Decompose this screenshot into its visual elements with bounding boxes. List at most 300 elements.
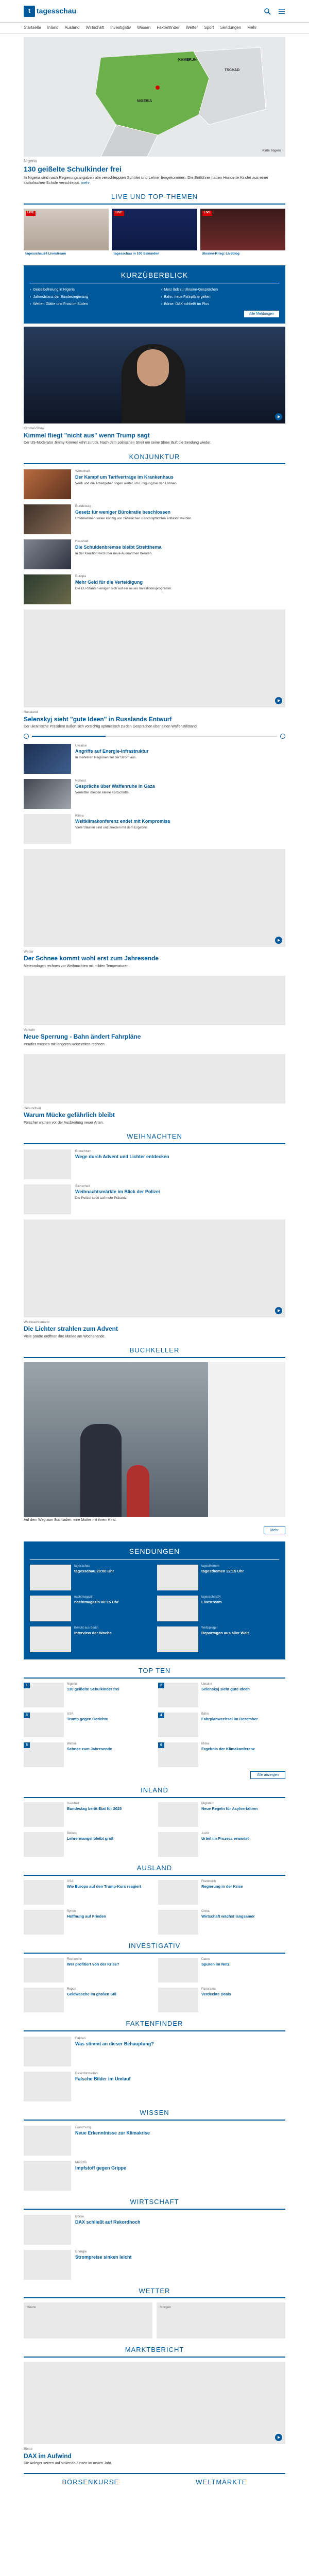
sendung-item[interactable] bbox=[30, 1626, 152, 1652]
sendungen-grid bbox=[30, 1565, 279, 1652]
article-topline: Forschung bbox=[75, 2125, 91, 2129]
article-headline[interactable]: Wie Europa auf den Trump-Kurs reagiert bbox=[67, 1884, 142, 1889]
topten-thumbnail bbox=[158, 1683, 198, 1707]
article-thumbnail bbox=[24, 2126, 71, 2156]
carousel-prev-button[interactable] bbox=[24, 734, 29, 739]
article-text: Die Polizei setzt auf mehr Präsenz. bbox=[75, 1196, 128, 1200]
article-thumbnail bbox=[24, 1832, 64, 1857]
article-thumbnail bbox=[24, 1184, 71, 1214]
section-title-live: LIVE UND TOP-THEMEN bbox=[111, 192, 198, 200]
article-topline: Weihnachtsmarkt bbox=[24, 1320, 50, 1324]
weather-label: Heute bbox=[27, 2306, 36, 2310]
topten-topline: USA bbox=[67, 1713, 74, 1716]
topten-headline[interactable]: Trump gegen Gerichte bbox=[67, 1716, 108, 1721]
weather-label: Morgen bbox=[160, 2306, 171, 2310]
article-thumbnail bbox=[24, 2072, 71, 2102]
section-title-marktbericht: MARKTBERICHT bbox=[125, 2346, 184, 2354]
article-thumbnail bbox=[24, 1802, 64, 1827]
nav-item[interactable]: Wissen bbox=[137, 25, 151, 30]
sendung-headline[interactable]: tagesschau 20:00 Uhr bbox=[74, 1569, 114, 1574]
section-title-ausland: AUSLAND bbox=[136, 1864, 173, 1872]
article-headline[interactable]: Der Kampf um Tarifverträge im Krankenhaus bbox=[75, 474, 174, 480]
weltmaerkte-link[interactable]: WELTMÄRKTE bbox=[196, 2478, 247, 2486]
article-thumbnail bbox=[24, 779, 71, 809]
hero-more-link[interactable]: mehr bbox=[81, 180, 90, 185]
kurzueberblick-list bbox=[30, 287, 279, 307]
sendungen-title: SENDUNGEN bbox=[30, 1547, 279, 1560]
feed-card[interactable] bbox=[24, 1054, 285, 1125]
article-topline: Wirtschaft bbox=[75, 469, 90, 473]
article-topline: Russland bbox=[24, 710, 38, 715]
section-rule bbox=[24, 1677, 285, 1679]
article-headline[interactable]: DAX im Aufwind bbox=[24, 2452, 72, 2460]
article-topline: Europa bbox=[75, 574, 86, 579]
sendung-headline[interactable]: Livestream bbox=[201, 1600, 222, 1605]
topten-topline: Wetter bbox=[67, 1742, 76, 1746]
sendung-headline[interactable]: nachtmagazin 00:15 Uhr bbox=[74, 1600, 119, 1605]
section-rule bbox=[24, 1797, 285, 1798]
article-thumbnail bbox=[24, 2161, 71, 2191]
section-rule bbox=[24, 2297, 285, 2298]
article-headline[interactable]: Angriffe auf Energie-Infrastruktur bbox=[75, 749, 149, 754]
feature-face-shape bbox=[137, 349, 169, 386]
play-icon[interactable] bbox=[275, 2434, 282, 2441]
map-label: TSCHAD bbox=[225, 69, 240, 72]
article-text: In mehreren Regionen fiel der Strom aus. bbox=[75, 755, 137, 759]
list-item[interactable] bbox=[24, 539, 285, 569]
inland-item[interactable] bbox=[24, 1802, 151, 1827]
section-rule bbox=[24, 2030, 285, 2031]
topten-headline[interactable]: Fahrplanwechsel im Dezember bbox=[201, 1716, 258, 1721]
ausland-item[interactable] bbox=[24, 1910, 151, 1935]
boersenkurse-link[interactable]: BÖRSENKURSE bbox=[62, 2478, 119, 2486]
article-topline: Panorama bbox=[201, 1987, 216, 1991]
article-topline: Nahost bbox=[75, 778, 86, 783]
list-item[interactable] bbox=[24, 814, 285, 844]
live-caption: tagesschau24 Livestream bbox=[24, 250, 109, 258]
buchkeller-image[interactable] bbox=[24, 1362, 285, 1517]
topten-thumbnail bbox=[24, 1713, 64, 1737]
article-topline: Bildung bbox=[67, 1832, 78, 1836]
nav-item[interactable]: Ausland bbox=[64, 25, 80, 30]
photo-wall-shape bbox=[208, 1362, 285, 1517]
section-rule bbox=[24, 1875, 285, 1876]
article-image-placeholder bbox=[24, 1054, 285, 1104]
topten-item[interactable] bbox=[24, 1713, 151, 1737]
sendung-thumbnail bbox=[30, 1565, 71, 1590]
investigativ-item[interactable] bbox=[158, 1988, 285, 2012]
rank-badge: 4 bbox=[158, 1713, 164, 1718]
article-topline: Haushalt bbox=[75, 539, 89, 544]
nav-item[interactable]: Sendungen bbox=[220, 25, 242, 30]
feature-image[interactable] bbox=[24, 327, 285, 423]
weather-tomorrow[interactable] bbox=[157, 2302, 285, 2338]
article-headline[interactable]: Bundestag berät Etat für 2025 bbox=[67, 1806, 122, 1811]
article-topline: Gesundheit bbox=[24, 1106, 41, 1110]
carousel-pager bbox=[24, 734, 285, 739]
ausland-item[interactable] bbox=[158, 1910, 285, 1935]
inland-item[interactable] bbox=[24, 1832, 151, 1857]
article-topline: Börse bbox=[75, 2214, 84, 2218]
article-headline[interactable]: Lehrermangel bleibt groß bbox=[67, 1836, 114, 1841]
logo[interactable] bbox=[24, 6, 76, 17]
carousel-progress bbox=[32, 736, 277, 737]
article-topline: USA bbox=[67, 1880, 74, 1883]
article-thumbnail bbox=[158, 1958, 198, 1982]
article-thumbnail bbox=[158, 1880, 198, 1905]
article-headline[interactable]: Wer profitiert von der Krise? bbox=[67, 1961, 119, 1967]
sendung-topline: tagesschau bbox=[74, 1565, 90, 1568]
topten-headline[interactable]: Schnee zum Jahresende bbox=[67, 1746, 112, 1751]
sendung-item[interactable] bbox=[157, 1626, 279, 1652]
sendung-thumbnail bbox=[30, 1596, 71, 1621]
topten-headline[interactable]: 130 geißelte Schulkinder frei bbox=[67, 1686, 119, 1691]
list-item[interactable] bbox=[24, 2215, 285, 2245]
investigativ-item[interactable] bbox=[24, 1958, 151, 1982]
section-title-wissen: WISSEN bbox=[140, 2108, 169, 2116]
main-nav bbox=[0, 23, 309, 34]
article-image-placeholder[interactable] bbox=[24, 1219, 285, 1317]
sendung-item[interactable] bbox=[157, 1596, 279, 1621]
nav-item[interactable]: Sport bbox=[204, 25, 214, 30]
map-label: NIGERIA bbox=[137, 99, 152, 103]
sendung-topline: tagesthemen bbox=[201, 1565, 219, 1568]
article-headline[interactable]: Impfstoff gegen Grippe bbox=[75, 2165, 126, 2171]
article-thumbnail bbox=[24, 504, 71, 534]
kurzueberblick-item[interactable]: › Bahn: neue Fahrpläne gelten bbox=[161, 295, 279, 299]
kurzueberblick-item[interactable]: › Wetter: Glätte und Frost im Süden bbox=[30, 302, 148, 307]
inland-item[interactable] bbox=[158, 1832, 285, 1857]
topten-headline[interactable]: Selenskyj sieht gute Ideen bbox=[201, 1686, 250, 1691]
list-item[interactable] bbox=[24, 469, 285, 499]
live-caption: tagesschau in 100 Sekunden bbox=[112, 250, 197, 258]
list-item[interactable] bbox=[24, 2126, 285, 2156]
nav-item[interactable]: Faktenfinder bbox=[157, 25, 180, 30]
article-text: Pendler müssen mit längeren Reisezeiten rechnen. bbox=[24, 1042, 106, 1046]
play-icon[interactable] bbox=[275, 937, 282, 944]
logo-mark: t bbox=[24, 6, 35, 17]
article-topline: Brauchtum bbox=[75, 1149, 92, 1153]
weather-panel bbox=[24, 2302, 285, 2338]
header-icons bbox=[264, 8, 285, 15]
article-headline[interactable]: Neue Erkenntnisse zur Klimakrise bbox=[75, 2130, 150, 2136]
article-topline: China bbox=[201, 1910, 210, 1913]
article-topline: Report bbox=[67, 1987, 77, 1991]
topten-topline: Bahn bbox=[201, 1713, 209, 1716]
investigativ-item[interactable] bbox=[24, 1988, 151, 2012]
topten-item[interactable] bbox=[24, 1742, 151, 1767]
list-item[interactable] bbox=[24, 1184, 285, 1214]
map-label: KAMERUN bbox=[178, 58, 197, 62]
article-text: Die EU-Staaten einigen sich auf ein neues Investitionsprogramm. bbox=[75, 586, 172, 590]
list-item[interactable] bbox=[24, 2072, 285, 2102]
kurzueberblick-box bbox=[24, 265, 285, 324]
article-topline: Desinformation bbox=[75, 2071, 98, 2075]
feature-text: Der US-Moderator Jimmy Kimmel kehrt zurück. Nach dem politischen Streit um seine Show läuft die Sendung wieder. bbox=[24, 441, 212, 445]
ausland-item[interactable] bbox=[158, 1880, 285, 1905]
sendung-thumbnail bbox=[157, 1626, 198, 1652]
article-headline[interactable]: Gespräche über Waffenruhe in Gaza bbox=[75, 784, 155, 789]
section-title-konjunktur: KONJUNKTUR bbox=[129, 452, 180, 461]
topten-topline: Nigeria bbox=[67, 1683, 77, 1686]
topten-item[interactable] bbox=[24, 1683, 151, 1707]
nav-item[interactable]: Mehr bbox=[247, 25, 257, 30]
article-headline[interactable]: Mehr Geld für die Verteidigung bbox=[75, 579, 143, 585]
article-headline[interactable]: Wirtschaft wächst langsamer bbox=[201, 1913, 255, 1919]
article-topline: Syrien bbox=[67, 1910, 76, 1913]
article-thumbnail bbox=[24, 1149, 71, 1179]
article-headline[interactable]: Neue Regeln für Asylverfahren bbox=[201, 1806, 258, 1811]
article-topline: Fakten bbox=[75, 2036, 85, 2040]
topten-topline: Klima bbox=[201, 1742, 210, 1746]
article-topline: Ukraine bbox=[75, 743, 87, 748]
hero-headline[interactable]: 130 geißelte Schulkinder frei bbox=[24, 165, 122, 174]
article-text: Forscher warnen vor der Ausbreitung neuer Arten. bbox=[24, 1121, 104, 1125]
article-image-placeholder bbox=[24, 976, 285, 1025]
buchkeller-caption: Auf dem Weg zum Buchladen: eine Mutter mit ihrem Kind. bbox=[24, 1518, 117, 1522]
topten-item[interactable] bbox=[158, 1742, 285, 1767]
article-headline[interactable]: Geldwäsche im großen Stil bbox=[67, 1991, 116, 1996]
article-headline[interactable]: Falsche Bilder im Umlauf bbox=[75, 2076, 131, 2082]
sendung-topline: tagesschau24 bbox=[201, 1596, 221, 1599]
section-title-inland: INLAND bbox=[141, 1786, 168, 1794]
play-icon[interactable] bbox=[275, 413, 282, 420]
article-text: Viele Städte eröffnen ihre Märkte am Wochenende. bbox=[24, 1334, 106, 1338]
article-thumbnail bbox=[24, 574, 71, 604]
nav-item[interactable]: Wetter bbox=[185, 25, 198, 30]
site-header bbox=[0, 0, 309, 23]
article-thumbnail bbox=[24, 1988, 64, 2012]
article-headline[interactable]: Neue Sperrung - Bahn ändert Fahrpläne bbox=[24, 1033, 141, 1041]
live-badge: LIVE bbox=[114, 211, 124, 216]
section-rule bbox=[24, 2209, 285, 2210]
search-icon[interactable] bbox=[264, 8, 271, 15]
article-topline: Justiz bbox=[201, 1832, 210, 1836]
topten-item[interactable] bbox=[158, 1713, 285, 1737]
nav-item[interactable]: Inland bbox=[47, 25, 59, 30]
investigativ-item[interactable] bbox=[158, 1958, 285, 1982]
article-thumbnail bbox=[158, 1832, 198, 1857]
article-thumbnail bbox=[158, 1802, 198, 1827]
buchkeller-more-button[interactable]: Mehr bbox=[264, 1527, 285, 1534]
nav-item[interactable]: Investigativ bbox=[110, 25, 131, 30]
article-headline[interactable]: Verdeckte Deals bbox=[201, 1991, 231, 1996]
play-icon[interactable] bbox=[275, 697, 282, 704]
article-headline[interactable]: Weihnachtsmärkte im Blick der Polizei bbox=[75, 1189, 160, 1195]
list-item[interactable] bbox=[24, 1149, 285, 1179]
sendung-item[interactable] bbox=[30, 1565, 152, 1590]
feed-card[interactable] bbox=[24, 976, 285, 1047]
topten-thumbnail bbox=[158, 1713, 198, 1737]
section-rule bbox=[24, 1143, 285, 1144]
nav-item[interactable]: Wirtschaft bbox=[85, 25, 105, 30]
sendung-topline: Weltspiegel bbox=[201, 1626, 217, 1630]
article-headline[interactable]: Weltklimakonferenz endet mit Kompromiss bbox=[75, 819, 170, 824]
article-headline[interactable]: Warum Mücke gefährlich bleibt bbox=[24, 1111, 115, 1119]
article-text: Verdi und die Arbeitgeber ringen weiter um Einigung bei den Löhnen. bbox=[75, 481, 178, 485]
list-item[interactable] bbox=[24, 779, 285, 809]
kurzueberblick-item[interactable]: › Geiselbefreiung in Nigeria bbox=[30, 287, 148, 292]
sendungen-box bbox=[24, 1541, 285, 1659]
article-headline[interactable]: Spuren im Netz bbox=[201, 1961, 230, 1967]
article-topline: Migration bbox=[201, 1802, 214, 1806]
article-thumbnail bbox=[24, 1958, 64, 1982]
market-image-placeholder[interactable] bbox=[24, 2362, 285, 2444]
hero-teaser bbox=[24, 175, 285, 185]
section-title-wetter: WETTER bbox=[139, 2286, 170, 2295]
article-text: In der Koalition wird über neue Ausnahmen beraten. bbox=[75, 551, 152, 555]
kurzueberblick-item[interactable]: › Merz lädt zu Ukraine-Gesprächen bbox=[161, 287, 279, 292]
topten-thumbnail bbox=[24, 1683, 64, 1707]
investigativ-list bbox=[24, 1958, 285, 2012]
photo-child-shape bbox=[127, 1465, 149, 1517]
sendung-headline[interactable]: tagesthemen 22:15 Uhr bbox=[201, 1569, 244, 1574]
live-tile[interactable] bbox=[24, 209, 109, 258]
article-thumbnail bbox=[24, 744, 71, 774]
section-title-topten: TOP TEN bbox=[138, 1667, 171, 1675]
sendung-topline: nachtmagazin bbox=[74, 1596, 94, 1599]
section-title-weihnachten: WEIHNACHTEN bbox=[127, 1132, 182, 1140]
logo-text: tagesschau bbox=[37, 7, 77, 15]
map-caption: Karte: Nigeria bbox=[262, 149, 281, 153]
article-text: Viele Staaten sind unzufrieden mit dem Ergebnis. bbox=[75, 825, 149, 829]
topten-list bbox=[24, 1683, 285, 1767]
article-headline[interactable]: Strompreise sinken leicht bbox=[75, 2255, 132, 2260]
article-headline[interactable]: Gesetz für weniger Bürokratie beschlossen bbox=[75, 509, 171, 515]
sendung-thumbnail bbox=[157, 1565, 198, 1590]
ausland-list bbox=[24, 1880, 285, 1935]
article-thumbnail bbox=[24, 814, 71, 844]
section-title-buchkeller: BUCHKELLER bbox=[129, 1346, 180, 1354]
article-topline: Verkehr bbox=[24, 1028, 36, 1032]
article-topline: Bundestag bbox=[75, 504, 92, 509]
article-topline: Frankreich bbox=[201, 1880, 216, 1883]
feature-topline: Kimmel-Show bbox=[24, 427, 45, 431]
section-rule bbox=[24, 463, 285, 464]
article-headline[interactable]: Hoffnung auf Frieden bbox=[67, 1913, 106, 1919]
kurzueberblick-more-button[interactable]: Alle Meldungen bbox=[244, 311, 279, 317]
list-item[interactable] bbox=[24, 2161, 285, 2191]
article-text: Die Anleger setzen auf sinkende Zinsen im neuen Jahr. bbox=[24, 2462, 112, 2466]
article-text: Unternehmen sollen künftig von zahlreichen Berichtspflichten entlastet werden. bbox=[75, 516, 193, 520]
article-headline[interactable]: Der Schnee kommt wohl erst zum Jahresende bbox=[24, 955, 159, 962]
live-caption: Ukraine-Krieg: Liveblog bbox=[200, 250, 285, 258]
article-thumbnail bbox=[24, 2215, 71, 2245]
section-rule bbox=[24, 204, 285, 205]
topten-topline: Ukraine bbox=[201, 1683, 212, 1686]
article-headline[interactable]: Wege durch Advent und Lichter entdecken bbox=[75, 1154, 169, 1160]
nav-item[interactable]: Startseite bbox=[24, 25, 41, 30]
live-badge: LIVE bbox=[202, 211, 212, 216]
menu-icon[interactable] bbox=[278, 8, 285, 15]
hero-topline: Nigeria bbox=[24, 159, 37, 163]
section-rule bbox=[24, 2120, 285, 2121]
article-topline: Haushalt bbox=[67, 1802, 79, 1806]
list-item[interactable] bbox=[24, 2037, 285, 2066]
rank-badge: 2 bbox=[158, 1683, 164, 1688]
live-badge: LIVE bbox=[26, 211, 36, 216]
article-text: Der ukrainische Präsident äußert sich vorsichtig optimistisch zu den Gesprächen über einen Waffenstillstand. bbox=[24, 725, 198, 729]
article-image-placeholder[interactable] bbox=[24, 849, 285, 947]
article-headline[interactable]: Die Lichter strahlen zum Advent bbox=[24, 1325, 118, 1333]
topten-item[interactable] bbox=[158, 1683, 285, 1707]
article-topline: Klima bbox=[75, 814, 84, 818]
section-rule bbox=[24, 1953, 285, 1954]
article-thumbnail bbox=[158, 1910, 198, 1935]
live-tile[interactable] bbox=[112, 209, 197, 258]
sendung-headline[interactable]: Reportagen aus aller Welt bbox=[201, 1631, 249, 1636]
inland-list bbox=[24, 1802, 285, 1857]
kurzueberblick-item[interactable]: › Jahresbilanz der Bundesregierung bbox=[30, 295, 148, 299]
article-topline: Wetter bbox=[24, 950, 34, 954]
kurzueberblick-title: KURZÜBERBLICK bbox=[30, 270, 279, 283]
article-thumbnail bbox=[24, 539, 71, 569]
sendung-thumbnail bbox=[157, 1596, 198, 1621]
article-topline: Sicherheit bbox=[75, 1184, 90, 1188]
sendung-item[interactable] bbox=[30, 1596, 152, 1621]
rank-badge: 6 bbox=[158, 1742, 164, 1748]
article-topline: Börse bbox=[24, 2447, 32, 2451]
list-item[interactable] bbox=[24, 2250, 285, 2280]
section-rule bbox=[24, 1357, 285, 1358]
sendung-item[interactable] bbox=[157, 1565, 279, 1590]
weather-today[interactable] bbox=[24, 2302, 152, 2338]
article-text: Vermittler melden kleine Fortschritte. bbox=[75, 790, 130, 794]
article-headline[interactable]: Selenskyj sieht "gute Ideen" in Russlands Entwurf bbox=[24, 715, 172, 723]
article-topline: Medizin bbox=[75, 2160, 87, 2164]
feature-headline[interactable]: Kimmel fliegt "nicht aus" wenn Trump sagt bbox=[24, 431, 150, 439]
live-tiles bbox=[24, 209, 285, 258]
section-title-wirtschaft: WIRTSCHAFT bbox=[130, 2197, 179, 2206]
article-topline: Daten bbox=[201, 1957, 210, 1961]
section-title-faktenfinder: FAKTENFINDER bbox=[126, 2019, 183, 2027]
article-headline[interactable]: DAX schließt auf Rekordhoch bbox=[75, 2219, 141, 2225]
hero-map[interactable] bbox=[24, 37, 285, 157]
play-icon[interactable] bbox=[275, 1307, 282, 1314]
rank-badge: 3 bbox=[24, 1713, 30, 1718]
kurzueberblick-item[interactable]: › Börse: DAX schließt im Plus bbox=[161, 302, 279, 307]
ausland-item[interactable] bbox=[24, 1880, 151, 1905]
rank-badge: 5 bbox=[24, 1742, 30, 1748]
topten-thumbnail bbox=[24, 1742, 64, 1767]
article-headline[interactable]: Regierung in der Krise bbox=[201, 1884, 243, 1889]
article-thumbnail bbox=[24, 469, 71, 499]
article-headline[interactable]: Urteil im Prozess erwartet bbox=[201, 1836, 249, 1841]
topten-headline[interactable]: Ergebnis der Klimakonferenz bbox=[201, 1746, 255, 1751]
list-item[interactable] bbox=[24, 744, 285, 774]
map-graphic bbox=[24, 37, 285, 157]
section-title-investigativ: INVESTIGATIV bbox=[128, 1942, 181, 1950]
bottom-links bbox=[24, 2473, 285, 2497]
article-headline[interactable]: Die Schuldenbremse bleibt Streitthema bbox=[75, 544, 162, 550]
article-headline[interactable]: Was stimmt an dieser Behauptung? bbox=[75, 2041, 154, 2047]
photo-person-shape bbox=[80, 1424, 122, 1517]
sendung-headline[interactable]: Interview der Woche bbox=[74, 1631, 112, 1636]
list-item[interactable] bbox=[24, 574, 285, 604]
article-text: Meteorologen rechnen vor Weihnachten mit milden Temperaturen. bbox=[24, 964, 130, 968]
article-thumbnail bbox=[24, 2250, 71, 2280]
live-tile[interactable] bbox=[200, 209, 285, 258]
hero-teaser-text: In Nigeria sind nach Regierungsangaben alle verschleppten Schüler und Lehrer freigekommen. Die Entführer hatten Hunderte Kinder aus einer katholischen Schule verschleppt. bbox=[24, 175, 268, 185]
article-image-placeholder[interactable] bbox=[24, 609, 285, 707]
sendung-topline: Bericht aus Berlin bbox=[74, 1626, 99, 1630]
article-thumbnail bbox=[24, 2037, 71, 2066]
topten-more-button[interactable]: Alle anzeigen bbox=[250, 1771, 285, 1779]
list-item[interactable] bbox=[24, 504, 285, 534]
inland-item[interactable] bbox=[158, 1802, 285, 1827]
carousel-next-button[interactable] bbox=[280, 734, 285, 739]
article-topline: Recherche bbox=[67, 1957, 82, 1961]
